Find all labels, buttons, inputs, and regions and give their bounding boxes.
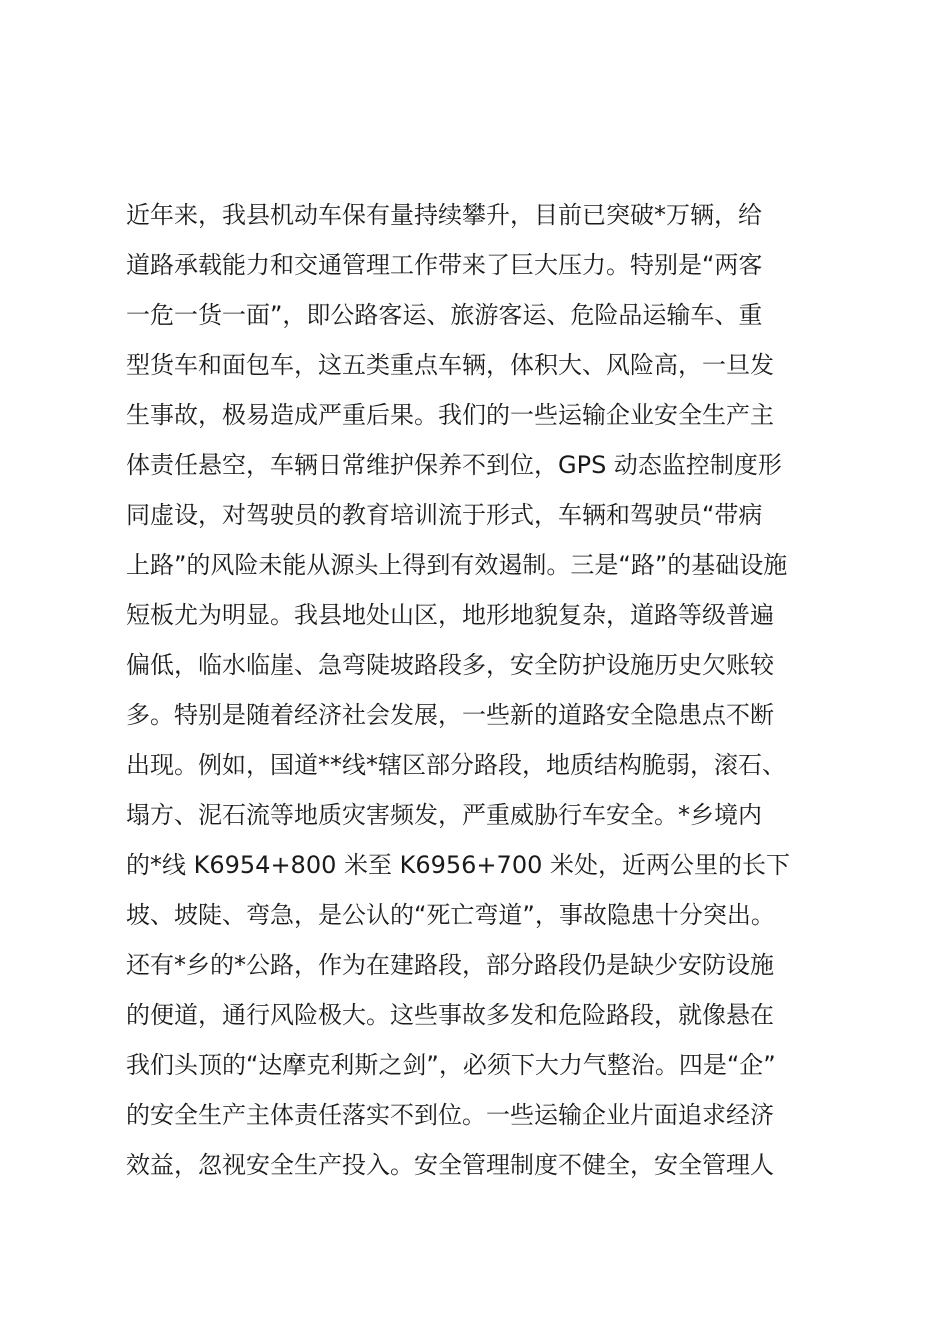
text-line-17: 的便道，通行风险极大。这些事故多发和危险路段，就像悬在 bbox=[126, 1001, 774, 1029]
text-line-1: 近年来，我县机动车保有量持续攀升，目前已突破*万辆，给 bbox=[126, 201, 762, 229]
text-line-11: 多。特别是随着经济社会发展，一些新的道路安全隐患点不断 bbox=[126, 701, 774, 729]
body-paragraph bbox=[126, 190, 846, 1190]
text-line-16: 还有*乡的*公路，作为在建路段，部分路段仍是缺少安防设施 bbox=[126, 951, 774, 979]
text-line-19: 的安全生产主体责任落实不到位。一些运输企业片面追求经济 bbox=[126, 1101, 774, 1129]
text-line-4: 型货车和面包车，这五类重点车辆，体积大、风险高，一旦发 bbox=[126, 351, 774, 379]
text-line-7: 同虚设，对驾驶员的教育培训流于形式，车辆和驾驶员“带病 bbox=[126, 501, 763, 529]
text-line-13: 塌方、泥石流等地质灾害频发，严重威胁行车安全。*乡境内 bbox=[126, 801, 762, 829]
text-line-18: 我们头顶的“达摩克利斯之剑”，必须下大力气整治。四是“企” bbox=[126, 1051, 776, 1079]
text-line-9: 短板尤为明显。我县地处山区，地形地貌复杂，道路等级普遍 bbox=[126, 601, 774, 629]
text-line-15: 坡、坡陡、弯急，是公认的“死亡弯道”，事故隐患十分突出。 bbox=[126, 901, 775, 929]
text-line-14: 的*线 K6954+800 米至 K6956+700 米处，近两公里的长下 bbox=[126, 851, 790, 879]
text-line-20: 效益，忽视安全生产投入。安全管理制度不健全，安全管理人 bbox=[126, 1151, 774, 1179]
text-line-10: 偏低，临水临崖、急弯陡坡路段多，安全防护设施历史欠账较 bbox=[126, 651, 774, 679]
text-line-6: 体责任悬空，车辆日常维护保养不到位，GPS 动态监控制度形 bbox=[126, 451, 782, 479]
text-line-2: 道路承载能力和交通管理工作带来了巨大压力。特别是“两客 bbox=[126, 251, 763, 279]
text-line-3: 一危一货一面”，即公路客运、旅游客运、危险品运输车、重 bbox=[126, 301, 763, 329]
text-line-12: 出现。例如，国道**线*辖区部分路段，地质结构脆弱，滚石、 bbox=[126, 751, 786, 779]
text-line-8: 上路”的风险未能从源头上得到有效遏制。三是“路”的基础设施 bbox=[126, 551, 788, 579]
text-line-5: 生事故，极易造成严重后果。我们的一些运输企业安全生产主 bbox=[126, 401, 774, 429]
